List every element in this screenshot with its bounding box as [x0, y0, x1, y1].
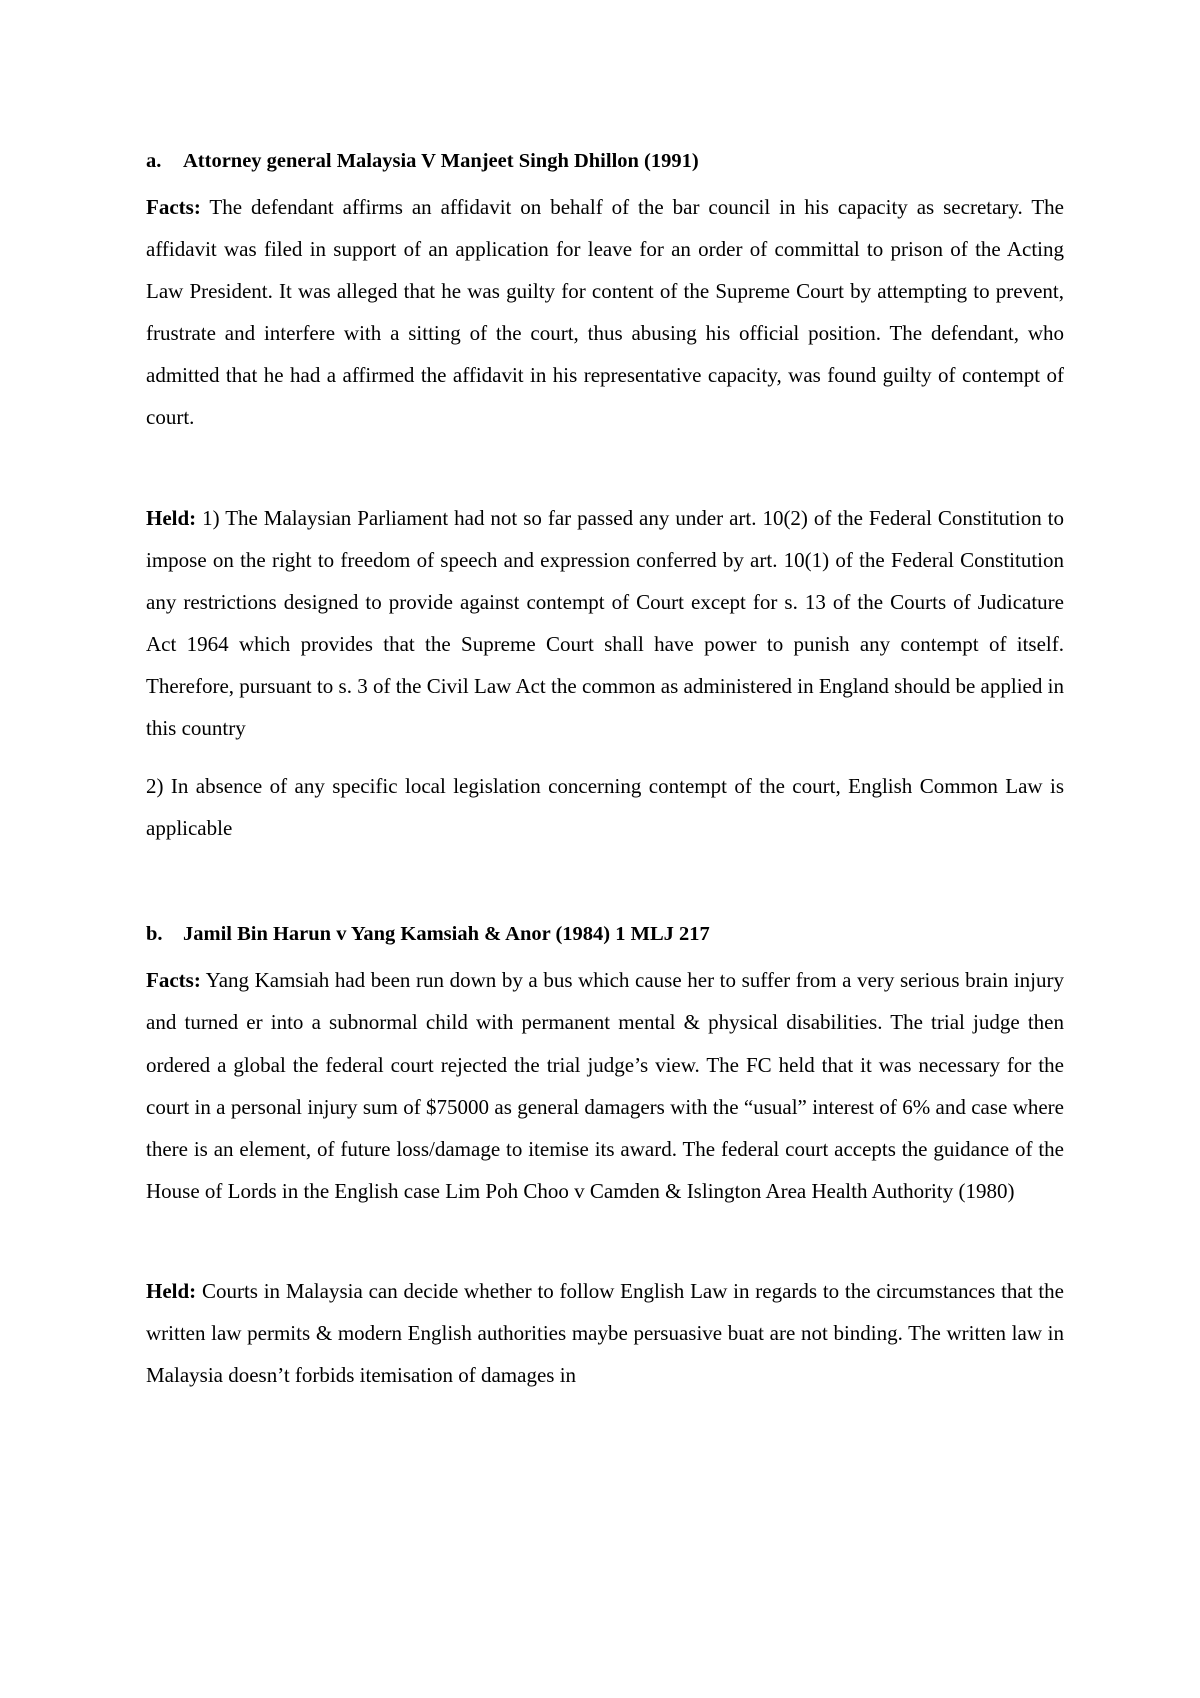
case-a-facts [146, 186, 1064, 439]
case-a-held-label: Held: [146, 505, 197, 530]
case-b-facts [146, 959, 1064, 1212]
case-b-title: Jamil Bin Harun v Yang Kamsiah & Anor (1984) 1 MLJ 217 [183, 923, 710, 946]
spacer [146, 1212, 1064, 1270]
case-a-title: Attorney general Malaysia V Manjeet Singh Dhillon (1991) [183, 150, 699, 172]
case-a-facts-text: The defendant affirms an affidavit on behalf of the bar council in his capacity as secretary. The affidavit was filed in support of an application for leave for an order of committal to prison of the Acting Law President. It was alleged that he was guilty for content of the Supreme Court by attempting to prevent, frustrate and interfere with a sitting of the court, thus abusing his official position. The defendant, who admitted that he had a affirmed the affidavit in his representative capacity, was found guilty of contempt of court. [146, 195, 1064, 430]
spacer [146, 749, 1064, 765]
case-b-heading [146, 913, 1064, 955]
case-a-held-point-2: 2) In absence of any specific local legislation concerning contempt of the court, English Common Law is applicable [146, 774, 1064, 841]
case-a-marker: a. [146, 150, 162, 172]
case-a-held [146, 497, 1064, 750]
spacer [146, 849, 1064, 913]
case-b-held-label: Held: [146, 1278, 197, 1303]
case-a-heading [146, 140, 1064, 182]
spacer [146, 439, 1064, 497]
case-b-facts-label: Facts: [146, 968, 201, 993]
case-a-facts-label: Facts: [146, 195, 201, 219]
case-a-held-text-1: 1) The Malaysian Parliament had not so far passed any under art. 10(2) of the Federal Constitution to impose on the right to freedom of speech and expression conferred by art. 10(1) of the Federal Constitution any restrictions designed to provide against contempt of Court except for s. 13 of the Courts of Judicature Act 1964 which provides that the Supreme Court shall have power to punish any contempt of itself. Therefore, pursuant to s. 3 of the Civil Law Act the common as administered in England should be applied in this country [146, 505, 1064, 741]
case-b-marker: b. [146, 923, 163, 946]
case-b-held [146, 1270, 1064, 1396]
case-b-facts-text: Yang Kamsiah had been run down by a bus which cause her to suffer from a very serious brain injury and turned er into a subnormal child with permanent mental & physical disabilities. The trial judge then ordered a global the federal court rejected the trial judge’s view. The FC held that it was necessary for the court in a personal injury sum of $75000 as general damagers with the “usual” interest of 6% and case where there is an element, of future loss/damage to itemise its award. The federal court accepts the guidance of the House of Lords in the English case Lim Poh Choo v Camden & Islington Area Health Authority (1980) [146, 968, 1064, 1203]
document-body [146, 140, 1064, 1396]
case-b-held-text: Courts in Malaysia can decide whether to follow English Law in regards to the circumstances that the written law permits & modern English authorities maybe persuasive buat are not binding. The written law in Malaysia doesn’t forbids itemisation of damages in [146, 1278, 1064, 1388]
